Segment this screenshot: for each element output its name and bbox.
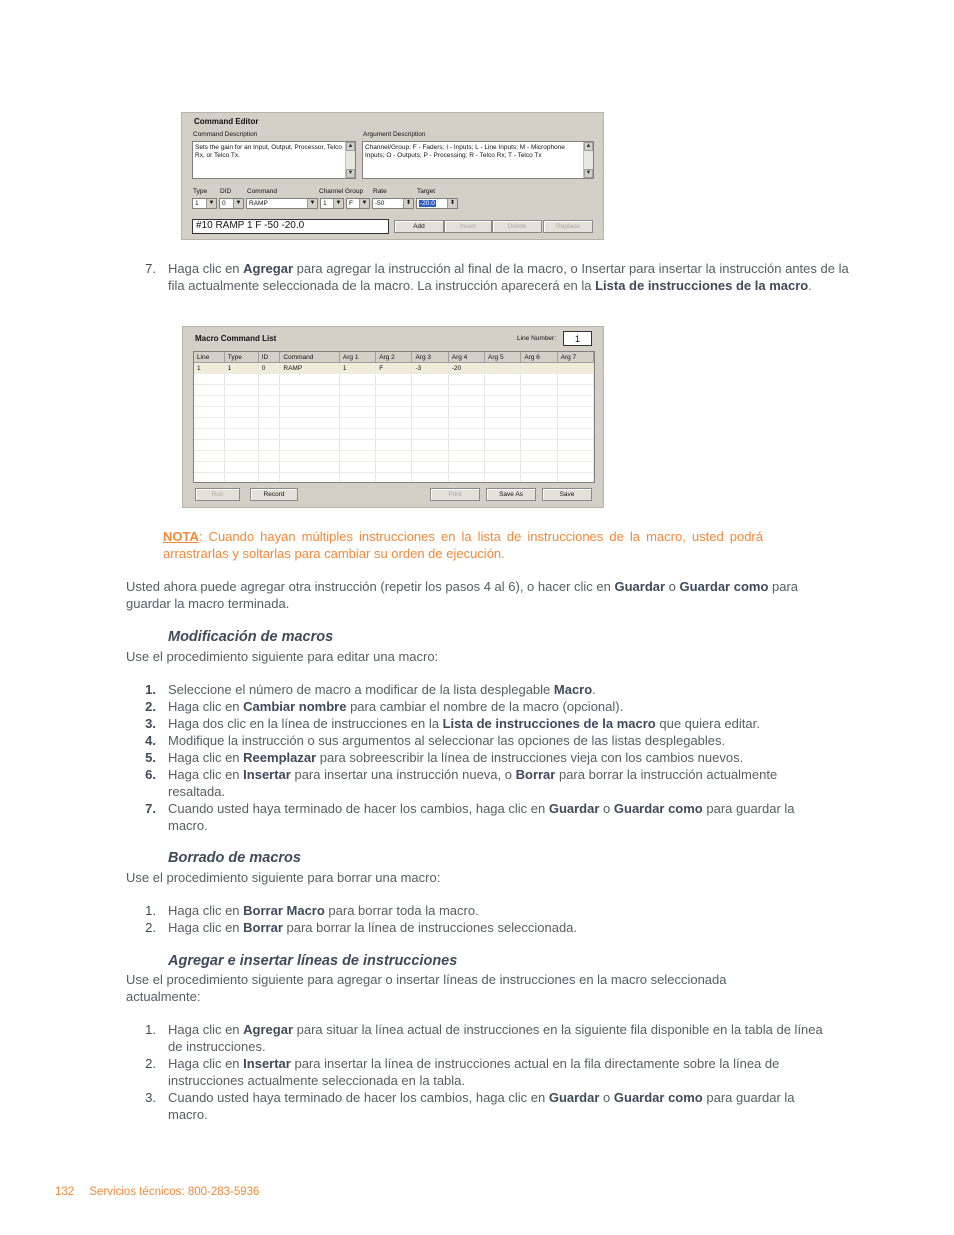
table-cell: F (376, 363, 412, 374)
line-number-field (563, 331, 592, 346)
column-header[interactable]: Type (224, 352, 258, 363)
table-row-empty[interactable] (194, 407, 594, 418)
macro-command-list-screenshot (182, 326, 604, 508)
table-cell (557, 374, 593, 385)
table-cell (448, 385, 484, 396)
table-cell (339, 473, 375, 484)
para-text: o (665, 579, 680, 594)
save-as-button[interactable]: Save As (486, 488, 536, 501)
channel-select[interactable] (320, 198, 344, 209)
scroll-down-icon[interactable]: ▼ (347, 170, 354, 176)
table-cell (557, 407, 593, 418)
table-cell (258, 429, 280, 440)
chevron-down-icon[interactable]: ▼ (206, 199, 216, 208)
table-cell (412, 473, 448, 484)
table-cell (280, 385, 340, 396)
list-text: para borrar la línea de instrucciones seleccionada. (282, 920, 578, 935)
table-cell (485, 374, 521, 385)
scroll-down-icon[interactable]: ▼ (585, 170, 592, 176)
command-description-scrollbar[interactable] (345, 142, 355, 178)
table-cell (412, 440, 448, 451)
list-text: Haga clic en (168, 1022, 244, 1037)
type-value: 1 (195, 200, 199, 207)
table-cell (557, 385, 593, 396)
argument-description-scrollbar[interactable] (583, 142, 593, 178)
table-row-empty[interactable] (194, 451, 594, 462)
channel-value: 1 (323, 200, 327, 207)
table-cell (521, 396, 557, 407)
table-cell (521, 374, 557, 385)
type-label: Type (193, 188, 208, 195)
list-item (126, 681, 826, 698)
macro-command-table[interactable] (193, 351, 595, 483)
command-select[interactable] (246, 198, 318, 209)
table-cell (258, 407, 280, 418)
table-cell (376, 473, 412, 484)
table-row-empty[interactable] (194, 385, 594, 396)
list-number: 6. (145, 767, 156, 782)
list-bold: Borrar Macro (243, 903, 325, 918)
table-cell (258, 462, 280, 473)
list-bold: Guardar (548, 1090, 600, 1105)
line-number-value: 1 (574, 334, 580, 344)
list-text: para insertar la línea de instrucciones actual en la fila directamente sobre la línea de instrucciones actualmente seleccionada en la tabla. (168, 1056, 780, 1088)
table-cell: 0 (258, 363, 280, 374)
table-cell (339, 396, 375, 407)
list-text: Haga clic en (168, 920, 244, 935)
table-cell (557, 396, 593, 407)
section-heading-borrado: Borrado de macros (168, 850, 301, 866)
table-cell (557, 429, 593, 440)
list-number: 3. (145, 1090, 156, 1105)
table-cell: 1 (224, 363, 258, 374)
table-cell (339, 451, 375, 462)
command-value: RAMP (249, 200, 268, 207)
did-label: DID (220, 188, 232, 195)
para-bold: Guardar (614, 579, 666, 594)
table-cell (339, 385, 375, 396)
table-cell (448, 451, 484, 462)
table-cell (339, 429, 375, 440)
delete-button[interactable]: Delete (492, 220, 542, 233)
type-select[interactable] (192, 198, 217, 209)
para-text: Usted ahora puede agregar otra instrucción (repetir los pasos 4 al 6), o hacer clic en (126, 579, 615, 594)
table-cell (448, 374, 484, 385)
column-header[interactable]: Arg 6 (521, 352, 557, 363)
table-cell (521, 451, 557, 462)
table-row-empty[interactable] (194, 418, 594, 429)
list-number: 5. (145, 750, 156, 765)
column-header[interactable]: Arg 3 (412, 352, 448, 363)
list-number: 3. (145, 716, 156, 731)
list-text: Haga clic en (168, 1056, 244, 1071)
table-row-empty[interactable] (194, 396, 594, 407)
table-cell (376, 385, 412, 396)
table-cell (521, 429, 557, 440)
table-cell (224, 451, 258, 462)
note (163, 528, 763, 562)
list-text: para borrar toda la macro. (324, 903, 479, 918)
save-paragraph (126, 578, 826, 612)
list-text: para sobreescribir la línea de instrucciones vieja con los cambios nuevos. (316, 750, 744, 765)
table-cell (194, 429, 224, 440)
table-cell (557, 363, 593, 374)
step-bold: Agregar (243, 261, 294, 276)
list-item (126, 715, 826, 732)
list-number: 2. (145, 1056, 156, 1071)
list-text: Haga clic en (168, 699, 244, 714)
list-text: o (599, 801, 614, 816)
table-cell (412, 407, 448, 418)
stepper-icon[interactable]: ⬍ (403, 199, 413, 208)
table-cell (224, 374, 258, 385)
list-bold: Guardar como (613, 1090, 703, 1105)
page-number: 132 (55, 1186, 75, 1198)
list-text: que quiera editar. (655, 716, 760, 731)
chevron-down-icon[interactable]: ▼ (333, 199, 343, 208)
stepper-icon[interactable]: ⬍ (447, 199, 457, 208)
print-button[interactable]: Print (430, 488, 480, 501)
table-row-empty[interactable] (194, 440, 594, 451)
table-cell (412, 462, 448, 473)
scroll-up-icon[interactable]: ▲ (585, 143, 592, 149)
note-label: NOTA (163, 529, 199, 544)
list-item (126, 732, 826, 749)
table-row[interactable] (194, 363, 594, 374)
table-cell (224, 473, 258, 484)
column-header[interactable]: Line (194, 352, 224, 363)
table-cell (376, 440, 412, 451)
list-item (126, 902, 826, 919)
command-line-field (192, 219, 389, 234)
section-intro-modificacion: Use el procedimiento siguiente para editar una macro: (126, 649, 439, 664)
list-item (126, 1055, 826, 1089)
list-text: o (599, 1090, 614, 1105)
table-cell (339, 407, 375, 418)
table-cell (258, 451, 280, 462)
table-cell (448, 429, 484, 440)
channel-group-label: Channel Group (319, 188, 364, 195)
list-text: Modifique la instrucción o sus argumentos al seleccionar las opciones de las listas desplegables. (168, 733, 726, 748)
insert-button[interactable]: Insert (444, 220, 492, 233)
list-bold: Guardar como (613, 801, 703, 816)
table-cell (258, 385, 280, 396)
target-value: -20.0 (420, 200, 435, 207)
replace-button[interactable]: Replace (543, 220, 593, 233)
list-bold: Insertar (243, 1056, 291, 1071)
section-intro-agregar: Use el procedimiento siguiente para agregar o insertar líneas de instrucciones en la macro seleccionada actualmente: (126, 972, 727, 1004)
list-item (126, 1021, 826, 1055)
table-cell (485, 440, 521, 451)
table-row-empty[interactable] (194, 462, 594, 473)
list-bold: Guardar (548, 801, 600, 816)
note-text: : Cuando hayan múltiples instrucciones en la lista de instrucciones de la macro, usted podrá arrastrarlas y soltarlas para cambiar su orden de ejecución. (163, 529, 763, 561)
list-item (126, 766, 826, 800)
list-item (126, 919, 826, 936)
table-cell (280, 396, 340, 407)
table-cell (485, 407, 521, 418)
table-cell (448, 418, 484, 429)
list-borrado (126, 902, 826, 936)
table-cell (485, 363, 521, 374)
table-cell (376, 429, 412, 440)
list-bold: Agregar (243, 1022, 294, 1037)
table-cell (485, 385, 521, 396)
table-cell (521, 385, 557, 396)
table-cell: 1 (339, 363, 375, 374)
list-item (126, 800, 826, 834)
table-cell (339, 462, 375, 473)
table-cell: -20 (448, 363, 484, 374)
list-bold: Reemplazar (243, 750, 317, 765)
step-7 (126, 260, 868, 294)
table-cell (194, 396, 224, 407)
table-cell (339, 440, 375, 451)
table-cell (280, 429, 340, 440)
did-select[interactable] (219, 198, 244, 209)
table-cell: RAMP (280, 363, 340, 374)
chevron-down-icon[interactable]: ▼ (233, 199, 243, 208)
argument-description-label: Argument Description (363, 131, 426, 138)
table-cell (521, 363, 557, 374)
table-cell (376, 396, 412, 407)
table-cell (521, 462, 557, 473)
rate-label: Rate (373, 188, 387, 195)
table-row-empty[interactable] (194, 473, 594, 484)
command-label: Command (247, 188, 277, 195)
command-description-box[interactable] (192, 141, 356, 179)
table-cell (557, 440, 593, 451)
add-button[interactable]: Add (394, 220, 444, 233)
table-cell (376, 407, 412, 418)
list-bold: Macro (553, 682, 593, 697)
line-number-label: Line Number: (517, 335, 557, 342)
table-cell (258, 440, 280, 451)
table-cell (376, 462, 412, 473)
table-cell (521, 440, 557, 451)
list-modificacion (126, 681, 826, 834)
list-number: 1. (145, 682, 156, 697)
table-cell (448, 396, 484, 407)
table-cell (557, 451, 593, 462)
run-button[interactable]: Run (195, 488, 240, 501)
footer-text: Servicios técnicos: 800-283-5936 (89, 1186, 260, 1198)
table-cell (194, 440, 224, 451)
table-cell (339, 418, 375, 429)
table-cell (280, 451, 340, 462)
table-cell (448, 462, 484, 473)
list-item (126, 749, 826, 766)
list-text: Seleccione el número de macro a modificar de la lista desplegable (168, 682, 554, 697)
list-number: 1. (145, 903, 156, 918)
table-cell (412, 418, 448, 429)
table-row-empty[interactable] (194, 429, 594, 440)
table-cell (485, 429, 521, 440)
target-stepper[interactable] (416, 198, 458, 209)
table-cell: 1 (194, 363, 224, 374)
table-cell (557, 418, 593, 429)
list-bold: Borrar (515, 767, 556, 782)
argument-description-box[interactable] (362, 141, 594, 179)
footer (55, 1186, 259, 1198)
section-heading-agregar: Agregar e insertar líneas de instrucciones (168, 953, 458, 969)
list-agregar (126, 1021, 826, 1123)
table-cell (258, 418, 280, 429)
did-value: 0 (222, 200, 226, 207)
table-cell (448, 473, 484, 484)
column-header[interactable]: Arg 5 (485, 352, 521, 363)
table-cell (485, 462, 521, 473)
table-cell (194, 451, 224, 462)
table-cell (280, 407, 340, 418)
table-cell (412, 396, 448, 407)
table-cell (485, 451, 521, 462)
table-cell: -3 (412, 363, 448, 374)
list-number: 4. (145, 733, 156, 748)
table-cell (376, 374, 412, 385)
list-number: 2. (145, 920, 156, 935)
table-cell (521, 418, 557, 429)
section-heading-modificacion: Modificación de macros (168, 629, 334, 645)
rate-value: -50 (375, 200, 385, 207)
group-value: F (349, 200, 353, 207)
table-cell (280, 374, 340, 385)
table-cell (412, 374, 448, 385)
record-button[interactable]: Record (250, 488, 298, 501)
table-cell (224, 407, 258, 418)
list-number: 2. (145, 699, 156, 714)
para-text: para guardar la macro terminada. (126, 579, 799, 611)
table-cell (224, 440, 258, 451)
list-item (126, 698, 826, 715)
table-cell (258, 396, 280, 407)
table-cell (258, 374, 280, 385)
table-cell (224, 385, 258, 396)
column-header[interactable]: Arg 7 (557, 352, 593, 363)
step-text: para agregar la instrucción al final de la macro, o Insertar para insertar la instrucción antes de la fila actualmente seleccionada de la macro. La instrucción aparecerá en la (168, 261, 849, 293)
table-cell (448, 440, 484, 451)
table-cell (485, 396, 521, 407)
chevron-down-icon[interactable]: ▼ (359, 199, 369, 208)
table-cell (376, 451, 412, 462)
table-cell (412, 429, 448, 440)
command-editor-screenshot (181, 112, 604, 240)
list-text: para guardar la macro. (168, 801, 795, 833)
step-text: Haga clic en (168, 261, 244, 276)
scroll-up-icon[interactable]: ▲ (347, 143, 354, 149)
table-cell (224, 462, 258, 473)
list-text: Haga clic en (168, 767, 244, 782)
table-cell (485, 418, 521, 429)
list-text: para situar la línea actual de instrucciones en la siguiente fila disponible en la tabla de línea de instrucciones. (168, 1022, 823, 1054)
table-row-empty[interactable] (194, 374, 594, 385)
para-bold: Guardar como (679, 579, 769, 594)
table-cell (258, 473, 280, 484)
table-cell (194, 374, 224, 385)
list-bold: Insertar (243, 767, 291, 782)
command-description-label: Command Description (193, 131, 258, 138)
list-bold: Borrar (243, 920, 283, 935)
command-description-text: Sets the gain for an Input, Output, Processor, Telco Rx, or Telco Tx. (195, 144, 342, 159)
command-editor-title: Command Editor (194, 117, 259, 126)
step-text: . (808, 278, 812, 293)
table-cell (376, 418, 412, 429)
group-select[interactable] (346, 198, 370, 209)
list-number: 7. (145, 801, 156, 816)
list-text: . (592, 682, 596, 697)
macro-command-list-title: Macro Command List (195, 334, 277, 343)
table-cell (521, 407, 557, 418)
table-cell (194, 407, 224, 418)
list-text: para borrar la instrucción actualmente resaltada. (168, 767, 778, 799)
list-bold: Cambiar nombre (243, 699, 347, 714)
table-cell (339, 374, 375, 385)
table-cell (224, 429, 258, 440)
list-bold: Lista de instrucciones de la macro (442, 716, 656, 731)
column-header[interactable]: Arg 4 (448, 352, 484, 363)
save-button[interactable]: Save (542, 488, 592, 501)
table-cell (194, 473, 224, 484)
table-cell (521, 473, 557, 484)
table-cell (280, 440, 340, 451)
table-cell (194, 462, 224, 473)
table-cell (224, 396, 258, 407)
list-text: para guardar la macro. (168, 1090, 795, 1122)
chevron-down-icon[interactable]: ▼ (307, 199, 317, 208)
table-cell (224, 418, 258, 429)
list-text: para insertar una instrucción nueva, o (290, 767, 516, 782)
table-cell (557, 473, 593, 484)
list-text: Cuando usted haya terminado de hacer los cambios, haga clic en (168, 1090, 549, 1105)
step-bold: Lista de instrucciones de la macro (595, 278, 809, 293)
column-header[interactable]: ID (258, 352, 280, 363)
table-cell (412, 451, 448, 462)
argument-description-text: Channel/Group: F - Faders; I - Inputs; L - Line Inputs; M - Microphone Inputs; O - Outputs; P - Processing; R - Telco Rx; T - Telco Tx (365, 144, 565, 159)
step-number: 7. (145, 261, 156, 276)
table-cell (280, 473, 340, 484)
list-item (126, 1089, 826, 1123)
table-cell (280, 462, 340, 473)
command-line-text: #10 RAMP 1 F -50 -20.0 (196, 220, 305, 231)
list-text: Haga clic en (168, 750, 244, 765)
table-cell (485, 473, 521, 484)
list-text: para cambiar el nombre de la macro (opcional). (346, 699, 624, 714)
column-header[interactable]: Arg 1 (339, 352, 375, 363)
table-cell (448, 407, 484, 418)
list-number: 1. (145, 1022, 156, 1037)
table-cell (280, 418, 340, 429)
column-header[interactable]: Arg 2 (376, 352, 412, 363)
column-header[interactable]: Command (280, 352, 340, 363)
table-cell (557, 462, 593, 473)
list-text: Cuando usted haya terminado de hacer los cambios, haga clic en (168, 801, 549, 816)
list-text: Haga clic en (168, 903, 244, 918)
list-text: Haga dos clic en la línea de instrucciones en la (168, 716, 443, 731)
table-cell (194, 418, 224, 429)
table-cell (412, 385, 448, 396)
rate-stepper[interactable] (372, 198, 414, 209)
target-label: Target (417, 188, 436, 195)
table-cell (194, 385, 224, 396)
section-intro-borrado: Use el procedimiento siguiente para borrar una macro: (126, 870, 441, 885)
